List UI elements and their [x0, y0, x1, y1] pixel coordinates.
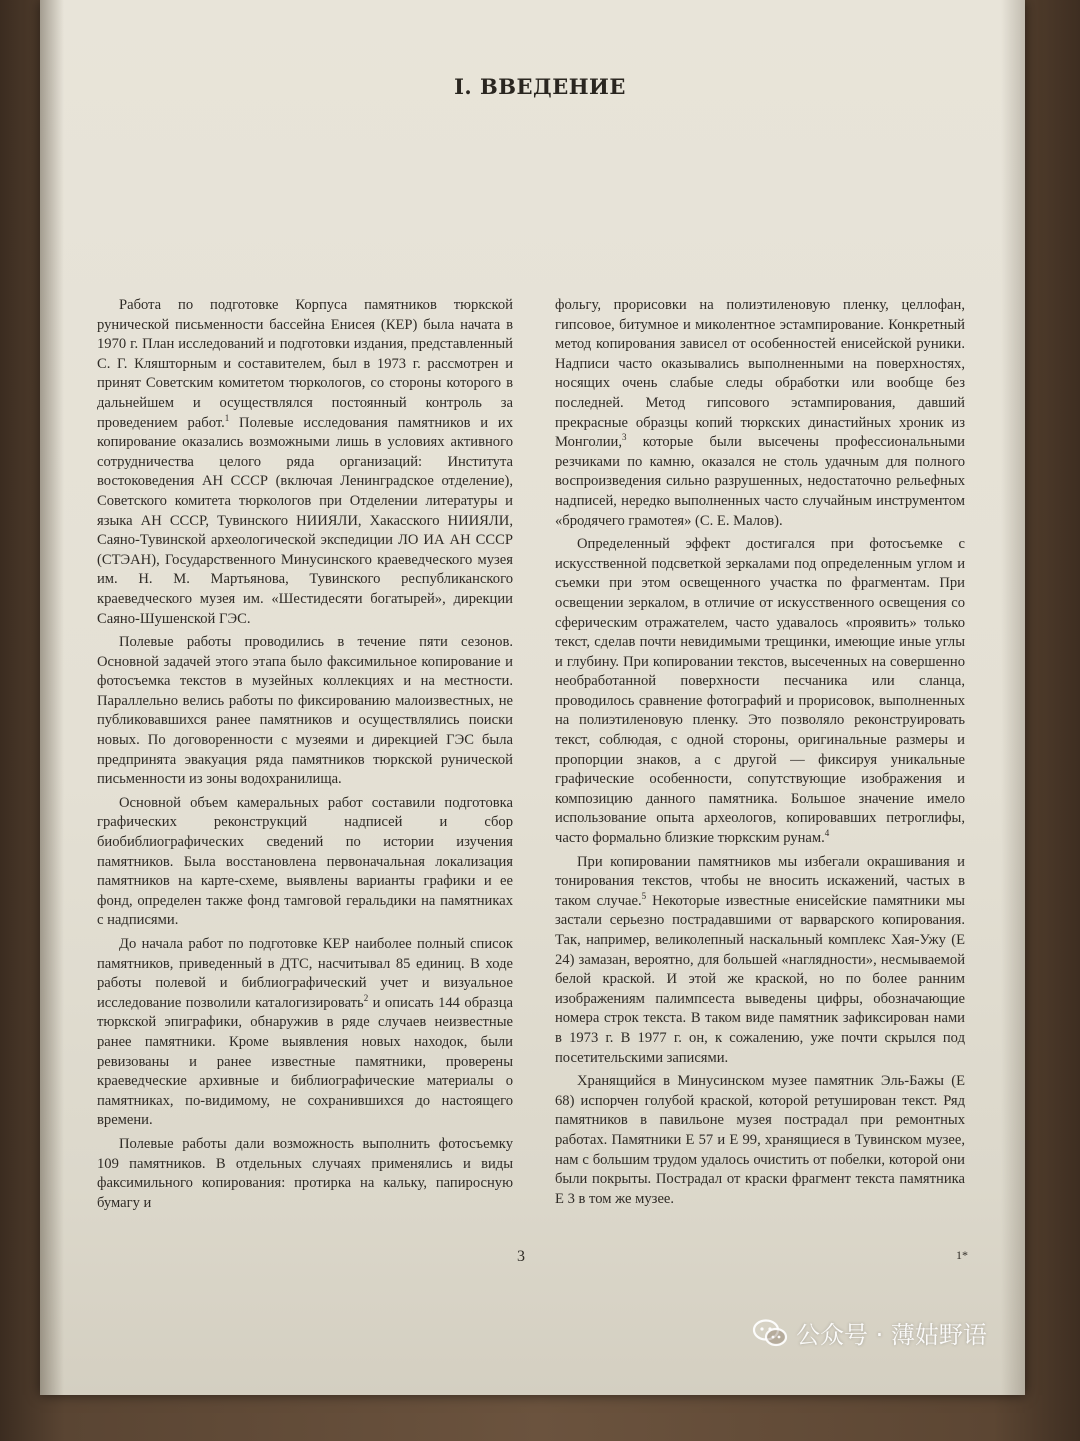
page-number: 3	[517, 1248, 525, 1265]
watermark-text: 公众号 · 薄姑野语	[796, 1321, 987, 1349]
paragraph: Определенный эффект достигался при фотосъемке с искусственной подсветкой зеркалами под определенным углом и съемки при этом освещенного участка по фрагментам. При освещении зеркалом, в отличие от искусственного освещения со сферическим отражателем, часто удавалось «проявить» только текст, сделав почти невидимыми трещинки, имеющие иные углы и глубину. При копировании текстов, высеченных на совершенно необработанной поверхности песчаника или сланца, проводилось сравнение фотографий и прорисовок, выполненных на полиэтиленовую пленку. Это позволяло реконструировать текст, соблюдая, с одной стороны, оригинальные размеры и пропорции знаков, а с другой — фиксируя уникальные графические особенности, сопутствующие изображения и композицию данного памятника. Большое значение имело использование опыта археологов, копировавших петроглифы, часто формально близкие тюркским рунам.$^4$	[555, 536, 965, 847]
page-edge-shadow	[1001, 0, 1025, 1395]
text-column-right	[555, 296, 965, 1213]
paragraph: Хранящийся в Минусинском музее памятник Эль-Бажы (Е 68) испорчен голубой краской, которой ретуширован текст. Ряд памятников в павильоне музея пострадал при ремонтных работах. Памятники Е 57 и Е 99, хранящиеся в Тувинском музее, нам с большим трудом удалось очистить от побелки, которой они были покрыты. Пострадал от краски фрагмент текста памятника Е 3 в том же музее.	[555, 1073, 965, 1207]
page-gutter-shadow	[40, 0, 64, 1395]
signature-mark: 1*	[956, 1248, 968, 1262]
text-column-left	[97, 296, 513, 1217]
chapter-title: I. ВВЕДЕНИЕ	[454, 74, 626, 99]
paragraph: Полевые работы проводились в течение пяти сезонов. Основной задачей этого этапа было факсимильное копирование и фотосъемка текстов в музейных коллекциях и на местности. Параллельно велись работы по фиксированию малоизвестных, не публиковавшихся ранее памятников и осуществлялись поиски новых. По договоренности с музеями и дирекцией ГЭС была предпринята эвакуация ряда памятников тюркской рунической письменности из зоны водохранилища.	[97, 634, 513, 788]
footnote-ref: 5	[641, 890, 647, 901]
wechat-icon	[752, 1318, 788, 1348]
footnote-ref: 3	[622, 432, 627, 443]
paragraph: Основной объем камеральных работ составили подготовка графических реконструкций надписей и сбор биобиблиографических сведений по истории изучения памятников. Была восстановлена первоначальная локализация памятников на карте-схеме, выявлены варианты графики и ее фонд, определен также фонд тамговой геральдики на памятниках с надписями.	[97, 794, 513, 929]
paragraph: При копировании памятников мы избегали окрашивания и тонирования текстов, чтобы не вносить искажений, частых в таком случае.$^5$ Некоторые известные енисейские памятники мы застали серьезно пострадавшими от варварского копирования. Так, например, великолепный наскальный комплекс Хая-Ужу (Е 24) замазан, вероятно, для большей «наглядности», несмываемой белой краской. И этой же краской, но по более ранним изображениям палимпсеста выведены цифры, обозначающие номера строк текста. В таком виде памятник зафиксирован нами в 1973 г. В 1977 г. он, к сожалению, уже почти скрылся под посетительскими записями.	[555, 853, 965, 1066]
footnote-ref: 2	[363, 992, 369, 1003]
footnote-ref: 1	[224, 412, 230, 423]
footnote-ref: 4	[824, 828, 830, 839]
paragraph: Полевые работы дали возможность выполнить фотосъемку 109 памятников. В отдельных случаях применялись и виды факсимильного копирования: протирка на кальку, папиросную бумагу и	[97, 1135, 513, 1211]
paragraph-continued: фольгу, прорисовки на полиэтиленовую пленку, целлофан, гипсовое, битумное и миколентное эстампирование. Конкретный метод копирования зависел от особенностей енисейской руники. Надписи часто оказывались выполненными на поверхностях, носящих очень слабые следы обработки или вообще без последней. Метод гипсового эстампирования, давший прекрасные образцы копий тюркских династийных хроник из Монголии,$^3$ которые были высечены профессиональными резчиками по камню, оказался не столь удачным для полного воспроизведения сильно разрушенных, недостаточно рельефных надписей, нередко выполненных часто случайным инструментом «бродячего грамотея» (С. Е. Малов).	[555, 297, 965, 529]
watermark	[752, 1315, 987, 1350]
paragraph: До начала работ по подготовке КЕР наиболее полный список памятников, приведенный в ДТС, насчитывал 85 единиц. В ходе работы полевой и библиографический учет и визуальное исследование позволили каталогизировать$^2$ и описать 144 образца тюркской эпиграфики, обнаружив в ряде случаев неизвестные ранее памятники. Кроме выявления новых находок, были ревизованы и ранее известные памятники, проверены краеведческие архивные и библиографические материалы о памятниках, по-видимому, не сохранившихся до настоящего времени.	[97, 936, 513, 1129]
paragraph: Работа по подготовке Корпуса памятников тюркской рунической письменности бассейна Енисея (КЕР) была начата в 1970 г. План исследований и подготовки издания, представленный С. Г. Кляшторным и составителем, был в 1973 г. рассмотрен и принят Советским комитетом тюркологов, со стороны которого в дальнейшем и осуществлялся постоянный контроль за проведением работ.$^1$ Полевые исследования памятников и их копирование оказались возможными лишь в условиях активного сотрудничества целого ряда организаций: Института востоковедения АН СССР (включая Ленинградское отделение), Советского комитета тюркологов при Отделении литературы и языка АН СССР, Тувинского НИИЯЛИ, Хакасского НИИЯЛИ, Саяно-Тувинской археологической экспедиции ЛО ИА АН СССР (СТЭАН), Государственного Минусинского краеведческого музея им. Н. М. Мартьянова, Тувинского республиканского краеведческого музея им. «Шестидесяти богатырей», дирекции Саяно-Шушенской ГЭС.	[97, 297, 513, 627]
